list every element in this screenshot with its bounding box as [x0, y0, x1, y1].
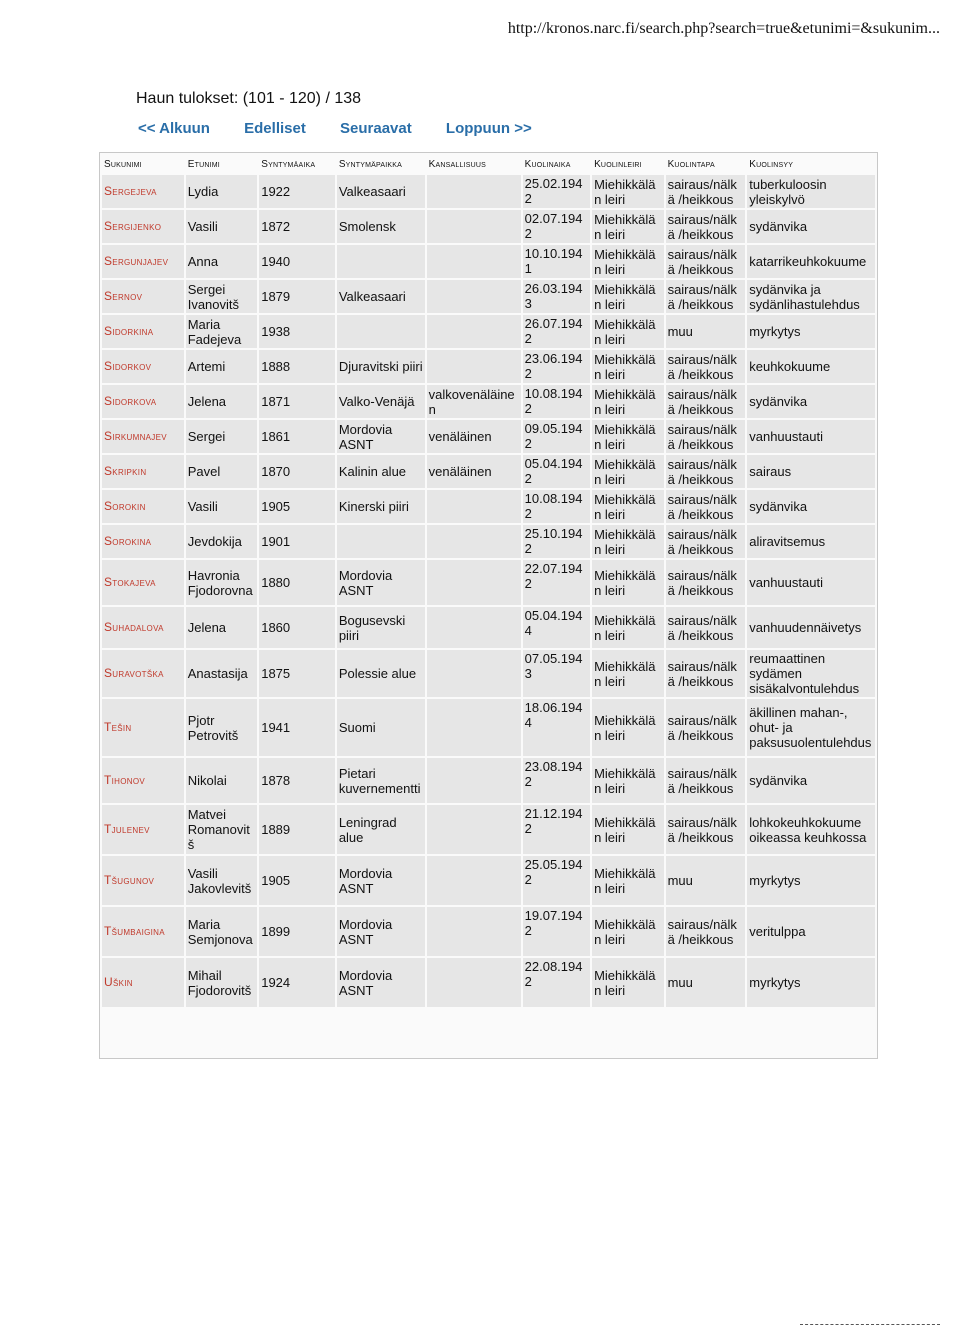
table-row — [102, 490, 875, 523]
column-header[interactable]: Kuolinaika — [523, 155, 590, 173]
cell-kansallisuus: venäläinen — [427, 455, 521, 488]
cell-etunimi: Jelena — [186, 385, 258, 418]
table-row — [102, 525, 875, 558]
cell-etunimi: Anna — [186, 245, 258, 278]
cell-sukunimi[interactable]: Sorokina — [102, 525, 184, 558]
cell-kansallisuus — [427, 958, 521, 1007]
cell-syntymapaikka: Mordovia ASNT — [337, 856, 425, 905]
cell-syntymapaikka: Djuravitski piiri — [337, 350, 425, 383]
cell-kuolinsyy: äkillinen mahan-, ohut- ja paksusuolentulehdus — [747, 699, 875, 756]
cell-sukunimi[interactable]: Sidorkov — [102, 350, 184, 383]
cell-kuolintapa: sairaus/nälkä /heikkous — [666, 907, 746, 956]
cell-syntymaaika: 1941 — [259, 699, 335, 756]
cell-kuolinaika: 10.08.1942 — [523, 385, 590, 418]
cell-kuolinleiri: Miehikkälän leiri — [592, 907, 664, 956]
cell-kuolinleiri: Miehikkälän leiri — [592, 958, 664, 1007]
cell-kansallisuus — [427, 280, 521, 313]
cell-kuolinaika: 10.08.1942 — [523, 490, 590, 523]
cell-kuolintapa: sairaus/nälkä /heikkous — [666, 280, 746, 313]
cell-kuolinsyy: myrkytys — [747, 315, 875, 348]
cell-kuolinleiri: Miehikkälän leiri — [592, 455, 664, 488]
cell-kuolintapa: muu — [666, 315, 746, 348]
cell-sukunimi[interactable]: Sidorkina — [102, 315, 184, 348]
cell-etunimi: Maria Semjonova — [186, 907, 258, 956]
cell-kuolinleiri: Miehikkälän leiri — [592, 315, 664, 348]
cell-kuolinleiri: Miehikkälän leiri — [592, 805, 664, 854]
cell-kuolinaika: 05.04.1942 — [523, 455, 590, 488]
cell-syntymaaika: 1922 — [259, 175, 335, 208]
cell-syntymapaikka: Kalinin alue — [337, 455, 425, 488]
cell-kuolinaika: 09.05.1942 — [523, 420, 590, 453]
cell-etunimi: Artemi — [186, 350, 258, 383]
cell-kansallisuus — [427, 245, 521, 278]
cell-sukunimi[interactable]: Sidorkova — [102, 385, 184, 418]
cell-sukunimi[interactable]: Tšumbaigina — [102, 907, 184, 956]
cell-kuolinaika: 21.12.1942 — [523, 805, 590, 854]
cell-syntymapaikka: Polessie alue — [337, 650, 425, 697]
cell-syntymaaika: 1878 — [259, 758, 335, 803]
results-table — [100, 153, 877, 1009]
cell-etunimi: Jevdokija — [186, 525, 258, 558]
cell-kuolintapa: sairaus/nälkä /heikkous — [666, 490, 746, 523]
table-row — [102, 856, 875, 905]
cell-kuolintapa: sairaus/nälkä /heikkous — [666, 607, 746, 648]
cell-syntymaaika: 1905 — [259, 856, 335, 905]
cell-kuolinleiri: Miehikkälän leiri — [592, 607, 664, 648]
cell-kuolinsyy: sydänvika ja sydänlihastulehdus — [747, 280, 875, 313]
cell-syntymapaikka: Kinerski piiri — [337, 490, 425, 523]
cell-kansallisuus — [427, 758, 521, 803]
column-header[interactable]: Syntymäaika — [259, 155, 335, 173]
table-row — [102, 385, 875, 418]
cell-kuolinaika: 23.08.1942 — [523, 758, 590, 803]
cell-kuolintapa: sairaus/nälkä /heikkous — [666, 525, 746, 558]
table-header-row — [102, 155, 875, 173]
table-row — [102, 699, 875, 756]
cell-kuolintapa: sairaus/nälkä /heikkous — [666, 650, 746, 697]
cell-kansallisuus — [427, 315, 521, 348]
column-header[interactable]: Etunimi — [186, 155, 258, 173]
cell-syntymaaika: 1905 — [259, 490, 335, 523]
cell-syntymaaika: 1880 — [259, 560, 335, 605]
cell-kuolinleiri: Miehikkälän leiri — [592, 175, 664, 208]
cell-syntymaaika: 1899 — [259, 907, 335, 956]
cell-sukunimi[interactable]: Sergejeva — [102, 175, 184, 208]
cell-kuolinleiri: Miehikkälän leiri — [592, 856, 664, 905]
column-header[interactable]: Kuolinsyy — [747, 155, 875, 173]
cell-kansallisuus — [427, 210, 521, 243]
cell-kuolinsyy: myrkytys — [747, 958, 875, 1007]
cell-etunimi: Pavel — [186, 455, 258, 488]
table-row — [102, 907, 875, 956]
cell-syntymapaikka: Smolensk — [337, 210, 425, 243]
cell-kansallisuus — [427, 805, 521, 854]
table-row — [102, 350, 875, 383]
cell-syntymapaikka — [337, 245, 425, 278]
cell-kuolintapa: sairaus/nälkä /heikkous — [666, 385, 746, 418]
cell-kansallisuus — [427, 175, 521, 208]
cell-kuolinsyy: lohkokeuhkokuume oikeassa keuhkossa — [747, 805, 875, 854]
cell-kuolinaika: 23.06.1942 — [523, 350, 590, 383]
cell-kansallisuus — [427, 650, 521, 697]
cell-syntymapaikka: Mordovia ASNT — [337, 560, 425, 605]
cell-kuolintapa: sairaus/nälkä /heikkous — [666, 455, 746, 488]
table-row — [102, 958, 875, 1007]
previous-page-link[interactable]: Edelliset — [244, 120, 306, 137]
table-row — [102, 650, 875, 697]
cell-kuolinleiri: Miehikkälän leiri — [592, 758, 664, 803]
cell-sukunimi[interactable]: Sergijenko — [102, 210, 184, 243]
cell-kuolinaika: 25.02.1942 — [523, 175, 590, 208]
cell-kuolinsyy: sydänvika — [747, 210, 875, 243]
cell-kuolinleiri: Miehikkälän leiri — [592, 560, 664, 605]
cell-syntymapaikka: Valkeasaari — [337, 175, 425, 208]
table-row — [102, 175, 875, 208]
cell-kuolinsyy: aliravitsemus — [747, 525, 875, 558]
cell-etunimi: Havronia Fjodorovna — [186, 560, 258, 605]
cell-etunimi: Lydia — [186, 175, 258, 208]
table-row — [102, 420, 875, 453]
cell-kuolinaika: 18.06.1944 — [523, 699, 590, 756]
cell-sukunimi[interactable]: Sergunjajev — [102, 245, 184, 278]
cell-syntymapaikka — [337, 525, 425, 558]
cell-kuolinsyy: keuhkokuume — [747, 350, 875, 383]
cell-kuolintapa: sairaus/nälkä /heikkous — [666, 175, 746, 208]
cell-etunimi: Anastasija — [186, 650, 258, 697]
cell-syntymapaikka: Valko-Venäjä — [337, 385, 425, 418]
results-body — [102, 175, 875, 1007]
cell-etunimi: Vasili Jakovlevitš — [186, 856, 258, 905]
first-page-link[interactable]: << Alkuun — [138, 120, 210, 137]
cell-syntymapaikka: Bogusevski piiri — [337, 607, 425, 648]
cell-kuolinsyy: vanhuudennäivetys — [747, 607, 875, 648]
cell-kansallisuus — [427, 525, 521, 558]
cell-kuolintapa: sairaus/nälkä /heikkous — [666, 805, 746, 854]
cell-kuolinaika: 22.07.1942 — [523, 560, 590, 605]
cell-kansallisuus — [427, 699, 521, 756]
cell-kuolinaika: 25.05.1942 — [523, 856, 590, 905]
cell-kuolinleiri: Miehikkälän leiri — [592, 350, 664, 383]
cell-kuolinsyy: reumaattinen sydämen sisäkalvontulehdus — [747, 650, 875, 697]
cell-syntymaaika: 1888 — [259, 350, 335, 383]
cell-syntymaaika: 1860 — [259, 607, 335, 648]
cell-syntymapaikka: Mordovia ASNT — [337, 907, 425, 956]
cell-kuolintapa: sairaus/nälkä /heikkous — [666, 699, 746, 756]
cell-kuolinaika: 22.08.1942 — [523, 958, 590, 1007]
cell-sukunimi[interactable]: Sorokin — [102, 490, 184, 523]
cell-etunimi: Vasili — [186, 490, 258, 523]
cell-kuolinsyy: katarrikeuhkokuume — [747, 245, 875, 278]
table-row — [102, 758, 875, 803]
cell-sukunimi[interactable]: Tihonov — [102, 758, 184, 803]
cell-kuolinleiri: Miehikkälän leiri — [592, 699, 664, 756]
cell-sukunimi[interactable]: Suhadalova — [102, 607, 184, 648]
table-row — [102, 210, 875, 243]
table-row — [102, 315, 875, 348]
table-row — [102, 280, 875, 313]
cell-syntymaaika: 1924 — [259, 958, 335, 1007]
table-row — [102, 455, 875, 488]
cell-sukunimi[interactable]: Uškin — [102, 958, 184, 1007]
cell-etunimi: Vasili — [186, 210, 258, 243]
cell-syntymapaikka: Pietari kuvernementti — [337, 758, 425, 803]
cell-kuolinsyy: veritulppa — [747, 907, 875, 956]
cell-kuolintapa: muu — [666, 856, 746, 905]
table-row — [102, 607, 875, 648]
cell-sukunimi[interactable]: Sirkumnajev — [102, 420, 184, 453]
cell-sukunimi[interactable]: Suravotška — [102, 650, 184, 697]
cell-kuolintapa: sairaus/nälkä /heikkous — [666, 210, 746, 243]
cell-syntymaaika: 1870 — [259, 455, 335, 488]
cell-kuolinleiri: Miehikkälän leiri — [592, 525, 664, 558]
column-header[interactable]: Sukunimi — [102, 155, 184, 173]
cell-kuolinaika: 25.10.1942 — [523, 525, 590, 558]
page-url: http://kronos.narc.fi/search.php?search=true&etunimi=&sukunim... — [507, 20, 940, 37]
cell-kuolinaika: 05.04.1944 — [523, 607, 590, 648]
table-row — [102, 560, 875, 605]
cell-etunimi: Maria Fadejeva — [186, 315, 258, 348]
cell-kuolinleiri: Miehikkälän leiri — [592, 280, 664, 313]
cell-sukunimi[interactable]: Skripkin — [102, 455, 184, 488]
cell-kansallisuus — [427, 856, 521, 905]
results-title: Haun tulokset: (101 - 120) / 138 — [136, 90, 362, 107]
cell-syntymaaika: 1879 — [259, 280, 335, 313]
cell-kansallisuus — [427, 907, 521, 956]
cell-kuolintapa: sairaus/nälkä /heikkous — [666, 350, 746, 383]
cell-syntymaaika: 1872 — [259, 210, 335, 243]
table-row — [102, 805, 875, 854]
cell-syntymaaika: 1871 — [259, 385, 335, 418]
cell-etunimi: Jelena — [186, 607, 258, 648]
cell-kuolintapa: sairaus/nälkä /heikkous — [666, 420, 746, 453]
cell-etunimi: Pjotr Petrovitš — [186, 699, 258, 756]
cell-etunimi: Nikolai — [186, 758, 258, 803]
cell-syntymapaikka: Mordovia ASNT — [337, 420, 425, 453]
column-header[interactable]: Syntymäpaikka — [337, 155, 425, 173]
cell-kuolinsyy: sydänvika — [747, 490, 875, 523]
cell-sukunimi[interactable]: Tjulenev — [102, 805, 184, 854]
cell-etunimi: Sergei — [186, 420, 258, 453]
cell-kuolinleiri: Miehikkälän leiri — [592, 385, 664, 418]
table-row — [102, 245, 875, 278]
cell-kuolinsyy: sydänvika — [747, 385, 875, 418]
cell-syntymaaika: 1875 — [259, 650, 335, 697]
cell-kuolinsyy: tuberkuloosin yleiskylvö — [747, 175, 875, 208]
cell-sukunimi[interactable]: Tešin — [102, 699, 184, 756]
cell-syntymaaika: 1940 — [259, 245, 335, 278]
cell-sukunimi[interactable]: Sernov — [102, 280, 184, 313]
cell-syntymapaikka: Suomi — [337, 699, 425, 756]
cell-kuolinleiri: Miehikkälän leiri — [592, 420, 664, 453]
cell-syntymapaikka — [337, 315, 425, 348]
cell-kuolintapa: sairaus/nälkä /heikkous — [666, 245, 746, 278]
cell-sukunimi[interactable]: Stokajeva — [102, 560, 184, 605]
cell-syntymapaikka: Valkeasaari — [337, 280, 425, 313]
column-header[interactable]: Kuolintapa — [666, 155, 746, 173]
cell-kuolinaika: 19.07.1942 — [523, 907, 590, 956]
cell-etunimi: Sergei Ivanovitš — [186, 280, 258, 313]
cell-syntymaaika: 1938 — [259, 315, 335, 348]
cell-syntymaaika: 1889 — [259, 805, 335, 854]
cell-kuolinsyy: sydänvika — [747, 758, 875, 803]
scan-edge-mark — [800, 1324, 940, 1331]
cell-kansallisuus: venäläinen — [427, 420, 521, 453]
cell-kuolinleiri: Miehikkälän leiri — [592, 650, 664, 697]
cell-etunimi: Mihail Fjodorovitš — [186, 958, 258, 1007]
column-header[interactable]: Kuolinleiri — [592, 155, 664, 173]
cell-kansallisuus — [427, 490, 521, 523]
cell-kuolinaika: 26.07.1942 — [523, 315, 590, 348]
cell-syntymapaikka: Leningrad alue — [337, 805, 425, 854]
cell-kuolinaika: 10.10.1941 — [523, 245, 590, 278]
cell-kuolintapa: sairaus/nälkä /heikkous — [666, 560, 746, 605]
cell-kuolinaika: 26.03.1943 — [523, 280, 590, 313]
cell-kuolinsyy: myrkytys — [747, 856, 875, 905]
cell-kuolinaika: 02.07.1942 — [523, 210, 590, 243]
cell-syntymapaikka: Mordovia ASNT — [337, 958, 425, 1007]
cell-kuolintapa: muu — [666, 958, 746, 1007]
cell-kansallisuus: valkovenäläinen — [427, 385, 521, 418]
cell-kuolintapa: sairaus/nälkä /heikkous — [666, 758, 746, 803]
cell-syntymaaika: 1861 — [259, 420, 335, 453]
cell-kansallisuus — [427, 560, 521, 605]
cell-kuolinsyy: sairaus — [747, 455, 875, 488]
cell-kuolinaika: 07.05.1943 — [523, 650, 590, 697]
cell-kuolinleiri: Miehikkälän leiri — [592, 245, 664, 278]
cell-kuolinsyy: vanhuustauti — [747, 560, 875, 605]
cell-etunimi: Matvei Romanovitš — [186, 805, 258, 854]
column-header[interactable]: Kansallisuus — [427, 155, 521, 173]
cell-sukunimi[interactable]: Tšugunov — [102, 856, 184, 905]
last-page-link[interactable]: Loppuun >> — [445, 120, 532, 137]
results-table-container — [99, 152, 878, 1059]
cell-kuolinleiri: Miehikkälän leiri — [592, 490, 664, 523]
cell-kuolinsyy: vanhuustauti — [747, 420, 875, 453]
next-page-link[interactable]: Seuraavat — [340, 120, 412, 137]
pagination — [138, 120, 562, 137]
cell-kansallisuus — [427, 350, 521, 383]
cell-syntymaaika: 1901 — [259, 525, 335, 558]
cell-kuolinleiri: Miehikkälän leiri — [592, 210, 664, 243]
cell-kansallisuus — [427, 607, 521, 648]
